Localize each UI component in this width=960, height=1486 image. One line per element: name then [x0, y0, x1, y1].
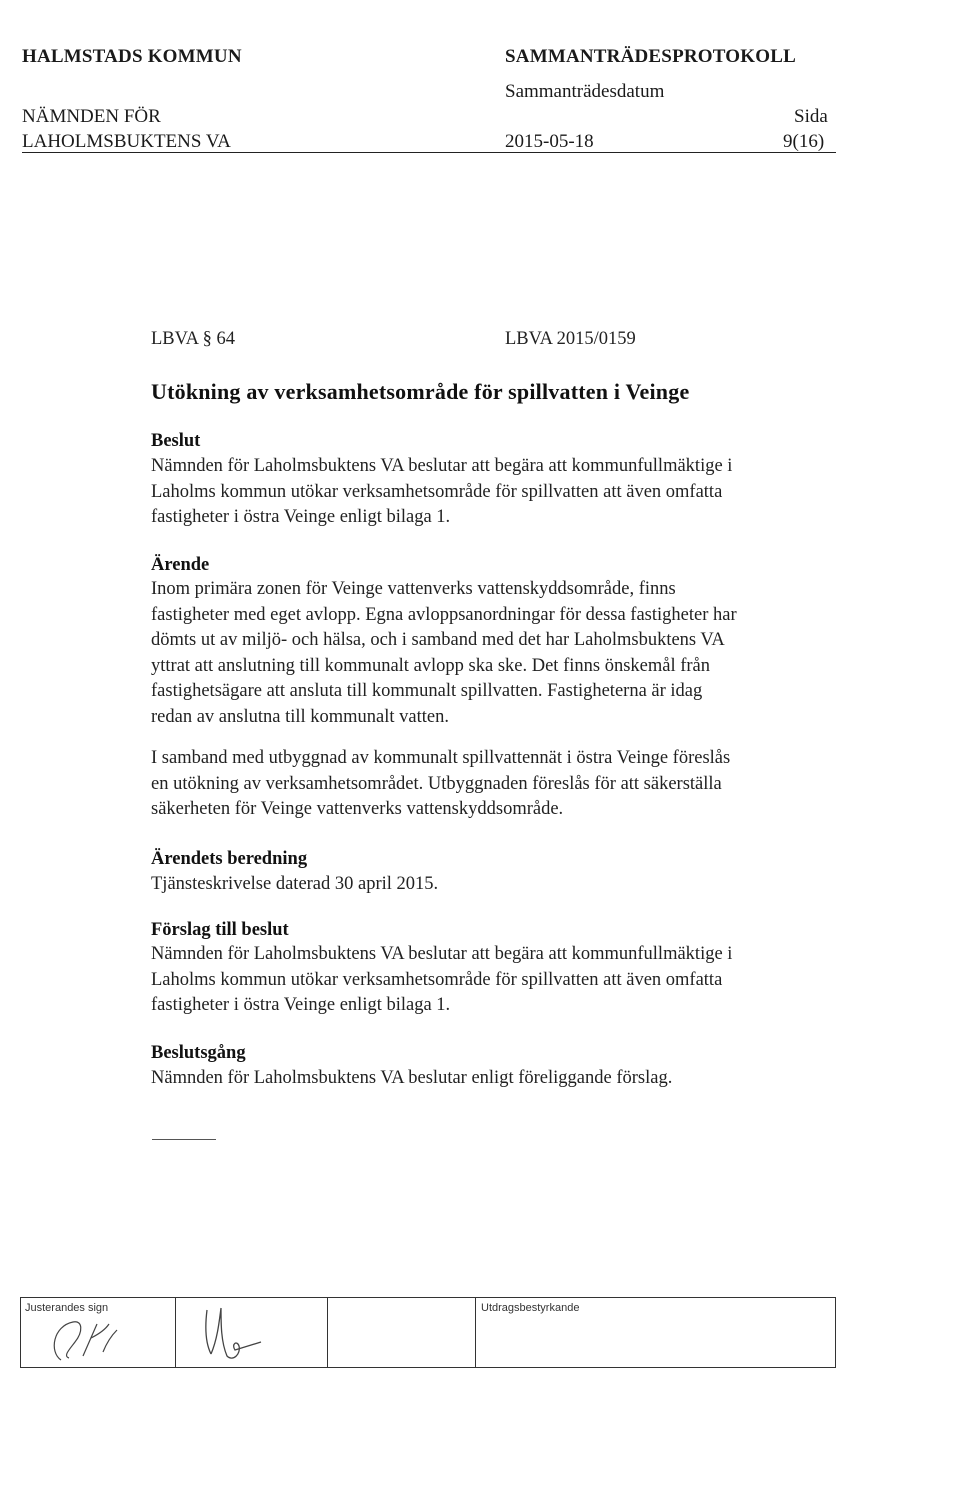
header-rule	[22, 152, 836, 153]
text-line: yttrat att anslutning till kommunalt avlopp ska ske. Det finns önskemål från	[151, 655, 711, 676]
meeting-date: 2015-05-18	[505, 131, 594, 152]
beredning-heading: Ärendets beredning	[151, 849, 308, 869]
text-line: Inom primära zonen för Veinge vattenverks vattenskyddsområde, finns	[151, 579, 676, 599]
signature-divider	[175, 1298, 176, 1367]
beredning-text	[151, 872, 851, 898]
arende-heading: Ärende	[151, 555, 210, 575]
signature-initials-2	[191, 1302, 321, 1366]
text-line: Laholms kommun utökar verksamhetsområde för spillvatten att även omfatta	[151, 481, 723, 502]
text-line: Laholms kommun utökar verksamhetsområde för spillvatten att även omfatta	[151, 969, 723, 990]
signature-initials-1	[39, 1312, 159, 1366]
text-line: Tjänsteskrivelse daterad 30 april 2015.	[151, 874, 439, 894]
page-number: 9(16)	[783, 131, 825, 152]
arende-text-continued	[151, 746, 851, 823]
protocol-title: SAMMANTRÄDESPROTOKOLL	[505, 46, 796, 67]
case-reference: LBVA 2015/0159	[505, 329, 636, 349]
text-line: säkerheten för Veinge vattenverks vattenskyddsområde.	[151, 799, 564, 819]
municipality-name: HALMSTADS KOMMUN	[22, 46, 242, 67]
text-line: fastigheter i östra Veinge enligt bilaga 1.	[151, 995, 451, 1015]
case-section: LBVA § 64	[151, 329, 235, 349]
utdragsbestyrkande-label: Utdragsbestyrkande	[481, 1302, 580, 1314]
arende-text	[151, 577, 851, 730]
end-rule	[152, 1139, 216, 1140]
beslut-text	[151, 454, 851, 531]
text-line: fastighetsägare att ansluta till kommunalt spillvatten. Fastigheterna är idag	[151, 681, 703, 701]
forslag-heading: Förslag till beslut	[151, 920, 289, 940]
text-line: redan av anslutna till kommunalt vatten.	[151, 706, 449, 727]
meeting-date-label: Sammanträdesdatum	[505, 81, 665, 102]
text-line: fastigheter med eget avlopp. Egna avloppsanordningar för dessa fastigheter har	[151, 604, 737, 625]
text-line: Nämnden för Laholmsbuktens VA beslutar att begära att kommunfullmäktige i	[151, 456, 733, 476]
forslag-text	[151, 942, 851, 1019]
signature-divider	[327, 1298, 328, 1367]
text-line: I samband med utbyggnad av kommunalt spillvattennät i östra Veinge föreslås	[151, 748, 731, 768]
page-label: Sida	[794, 106, 828, 127]
text-line: Nämnden för Laholmsbuktens VA beslutar att begära att kommunfullmäktige i	[151, 944, 733, 964]
text-line: dömts ut av miljö- och hälsa, och i samband med det har Laholmsbuktens VA	[151, 630, 725, 650]
signature-box	[20, 1297, 836, 1368]
case-title: Utökning av verksamhetsområde för spillvatten i Veinge	[151, 379, 690, 404]
signature-divider	[475, 1298, 476, 1367]
justerandes-sign-label: Justerandes sign	[25, 1302, 109, 1314]
board-name-line2: LAHOLMSBUKTENS VA	[22, 131, 231, 152]
beslutsgang-heading: Beslutsgång	[151, 1043, 246, 1063]
text-line: en utökning av verksamhetsområdet. Utbyggnaden föreslås för att säkerställa	[151, 773, 722, 794]
beslutsgang-text	[151, 1066, 851, 1092]
beslut-heading: Beslut	[151, 431, 201, 451]
board-name-line1: NÄMNDEN FÖR	[22, 106, 161, 127]
text-line: Nämnden för Laholmsbuktens VA beslutar enligt föreliggande förslag.	[151, 1068, 673, 1088]
text-line: fastigheter i östra Veinge enligt bilaga 1.	[151, 507, 451, 527]
